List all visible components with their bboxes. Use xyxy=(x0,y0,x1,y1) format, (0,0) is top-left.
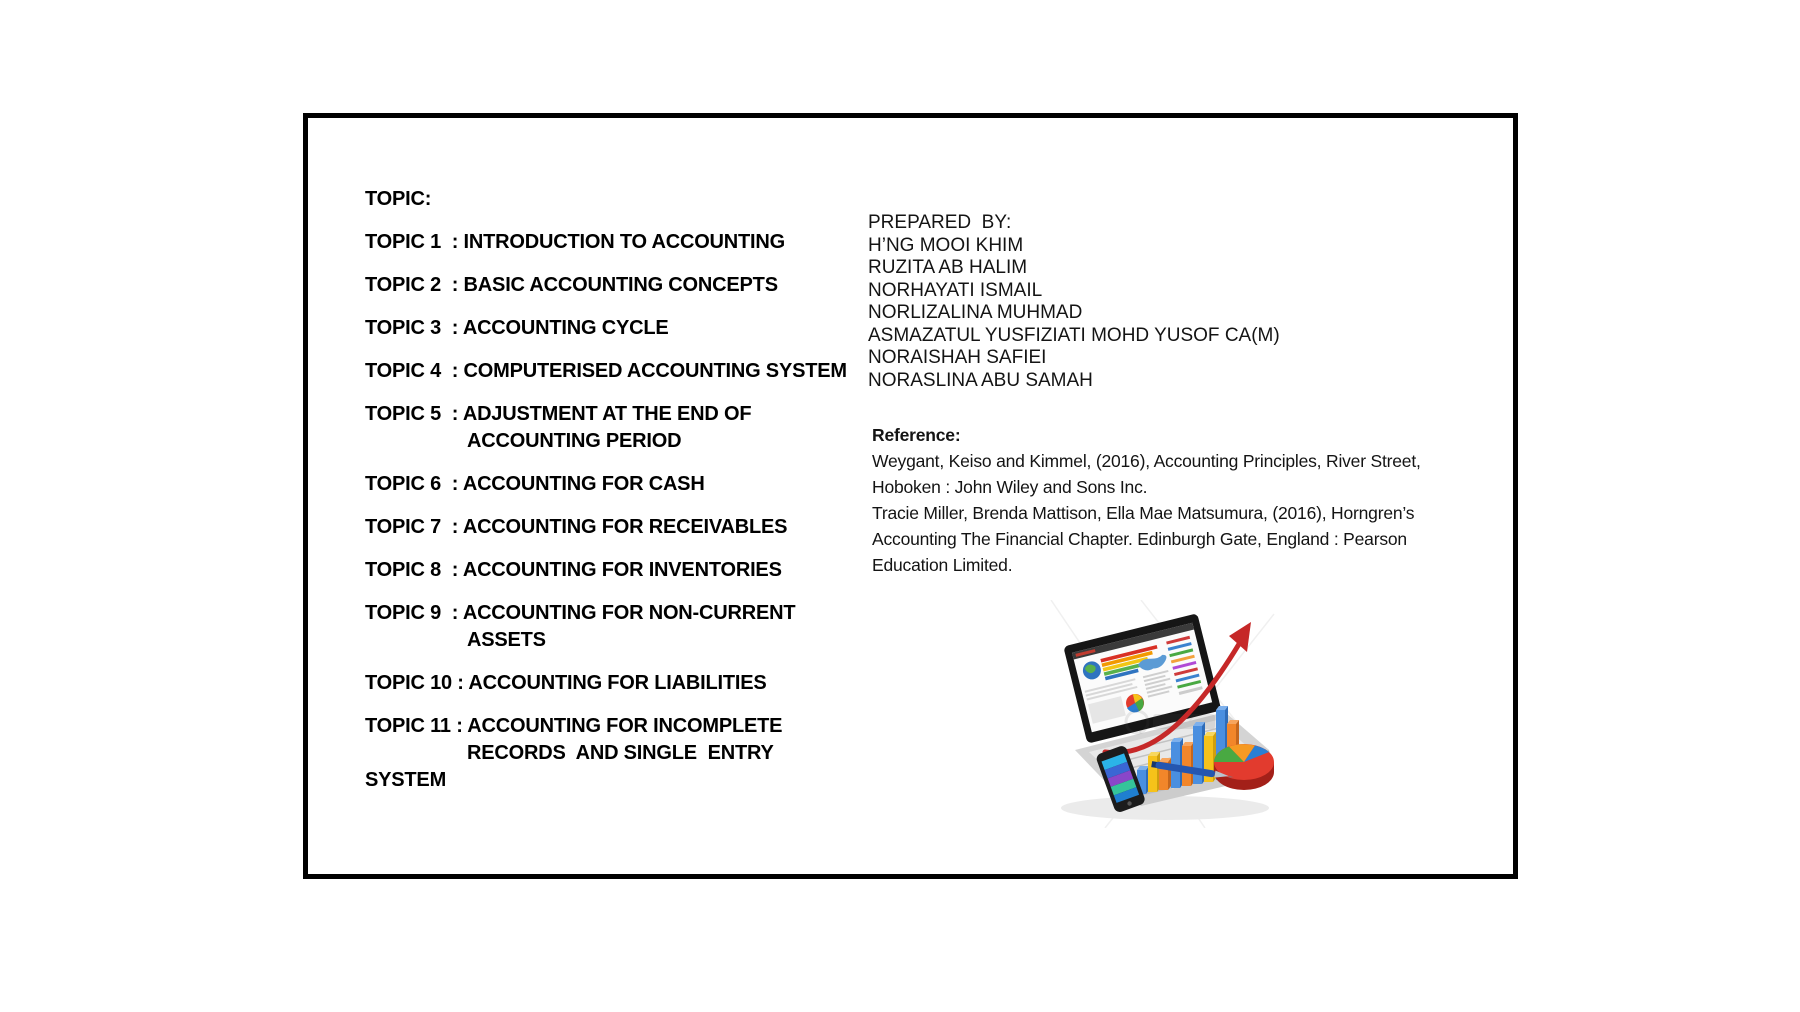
topic-line: RECORDS AND SINGLE ENTRY xyxy=(467,742,774,764)
topic-list xyxy=(365,186,847,810)
analytics-illustration xyxy=(1045,600,1275,828)
topic-line: ASSETS xyxy=(467,629,546,651)
reference-heading: Reference: xyxy=(872,425,961,445)
topic-line: TOPIC 5 : ADJUSTMENT AT THE END OF xyxy=(365,403,752,425)
topic-entry xyxy=(365,229,847,256)
topic-line: TOPIC 10 : ACCOUNTING FOR LIABILITIES xyxy=(365,672,767,694)
topic-entry xyxy=(365,514,847,541)
prepared-by-name: H’NG MOOI KHIM xyxy=(868,234,1024,256)
prepared-by-name: NORAISHAH SAFIEI xyxy=(868,347,1047,368)
slide xyxy=(303,113,1518,879)
topic-line: TOPIC 4 : COMPUTERISED ACCOUNTING SYSTEM xyxy=(365,360,847,382)
topic-line: TOPIC 2 : BASIC ACCOUNTING CONCEPTS xyxy=(365,274,778,296)
topic-entry xyxy=(365,272,847,299)
reference-line: Accounting The Financial Chapter. Edinburgh Gate, England : Pearson xyxy=(872,529,1407,549)
topic-line: TOPIC 11 : ACCOUNTING FOR INCOMPLETE xyxy=(365,715,783,737)
pie-chart-icon xyxy=(1214,744,1274,790)
topic-entry xyxy=(365,315,847,342)
prepared-by-name: ASMAZATUL YUSFIZIATI MOHD YUSOF CA(M) xyxy=(868,324,1280,346)
topic-entry xyxy=(365,186,847,213)
topic-line: TOPIC 9 : ACCOUNTING FOR NON-CURRENT xyxy=(365,602,796,624)
reference-line: Tracie Miller, Brenda Mattison, Ella Mae Matsumura, (2016), Horngren’s xyxy=(872,503,1415,523)
topic-line: TOPIC 1 : INTRODUCTION TO ACCOUNTING xyxy=(365,231,786,253)
topic-entry xyxy=(365,600,847,654)
topic-line: SYSTEM xyxy=(365,769,447,791)
topic-line: TOPIC 7 : ACCOUNTING FOR RECEIVABLES xyxy=(365,516,788,538)
reference-line: Hoboken : John Wiley and Sons Inc. xyxy=(872,477,1148,497)
topic-entry xyxy=(365,713,847,794)
prepared-by-name: NORLIZALINA MUHMAD xyxy=(868,302,1083,323)
reference-block xyxy=(872,422,1421,578)
topic-line: TOPIC 6 : ACCOUNTING FOR CASH xyxy=(365,473,705,495)
topic-line: TOPIC 8 : ACCOUNTING FOR INVENTORIES xyxy=(365,559,782,581)
prepared-by-name: NORASLINA ABU SAMAH xyxy=(868,369,1093,391)
topic-entry xyxy=(365,401,847,455)
topic-entry xyxy=(365,557,847,584)
topic-line: TOPIC 3 : ACCOUNTING CYCLE xyxy=(365,317,669,339)
reference-line: Weygant, Keiso and Kimmel, (2016), Accounting Principles, River Street, xyxy=(872,451,1421,471)
topic-entry xyxy=(365,670,847,697)
topic-entry xyxy=(365,471,847,498)
reference-line: Education Limited. xyxy=(872,555,1013,575)
prepared-by-list xyxy=(868,235,1280,393)
topic-line: ACCOUNTING PERIOD xyxy=(467,430,682,452)
reference-list xyxy=(872,448,1421,578)
prepared-by-name: RUZITA AB HALIM xyxy=(868,257,1028,278)
prepared-by-name: NORHAYATI ISMAIL xyxy=(868,279,1043,301)
topic-line: TOPIC: xyxy=(365,188,432,210)
topic-entry xyxy=(365,358,847,385)
prepared-by-block xyxy=(868,212,1280,392)
analytics-illustration-svg xyxy=(1045,600,1275,828)
prepared-by-heading: PREPARED BY: xyxy=(868,212,1012,233)
